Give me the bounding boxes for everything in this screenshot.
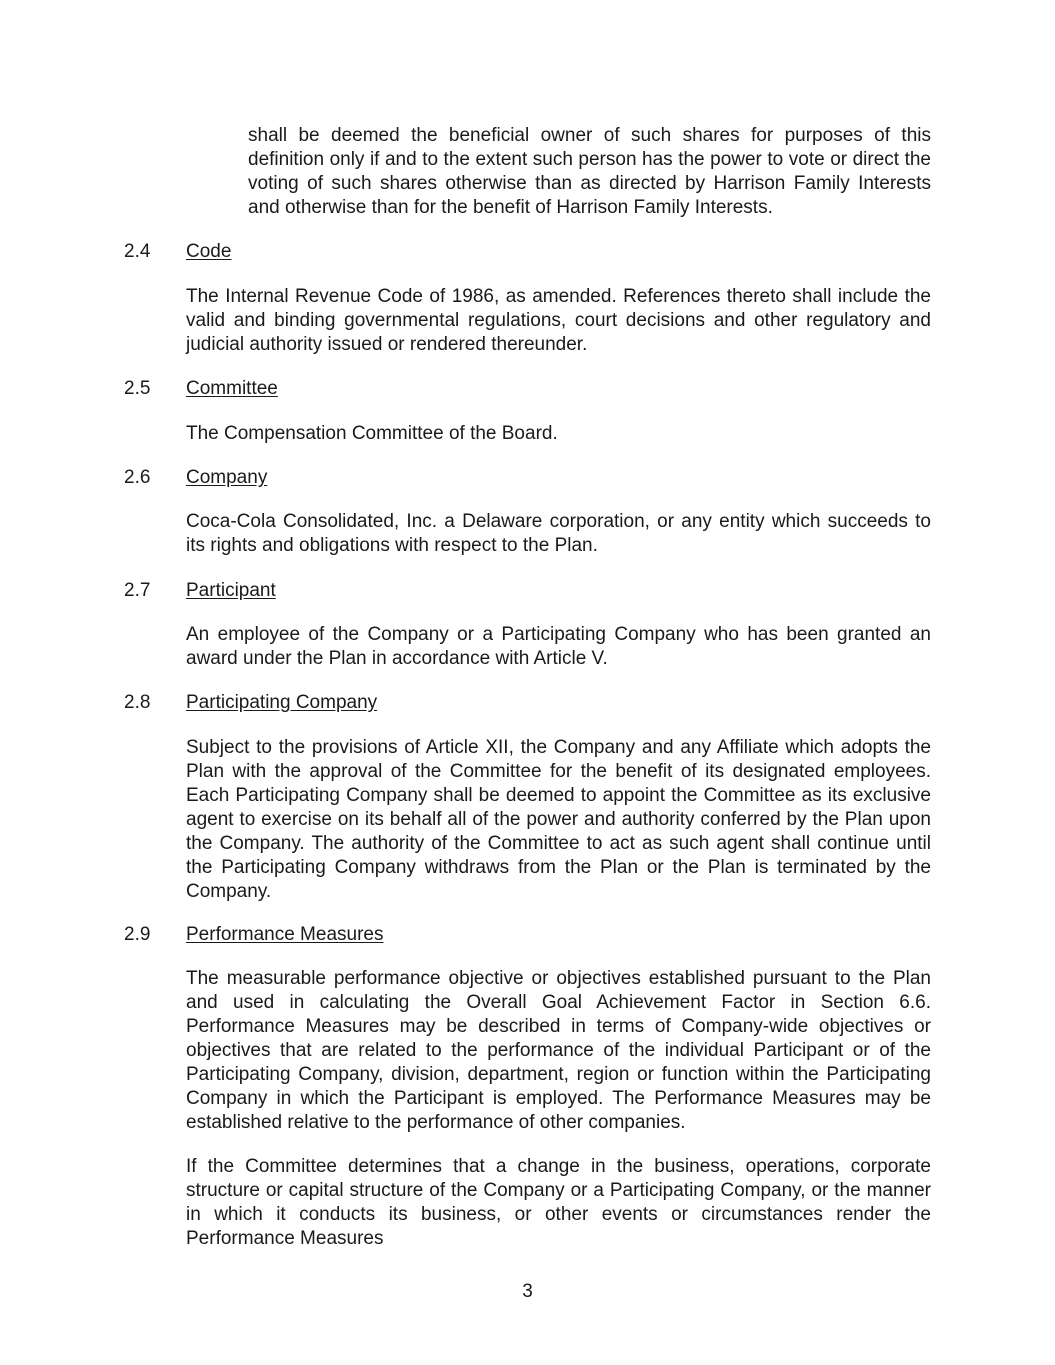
section-paragraph: The measurable performance objective or objectives established pursuant to the Plan and used in calculating the Overall Goal Achievement Factor in Section 6.6. Performance Measures may be described in terms of Company-wide objectives or objectives that are related to the performance of the individual Participant or of the Participating Company, division, department, region or function within the Participating Company in which the Participant is employed. The Performance Measures may be established relative to the performance of other companies.	[186, 968, 931, 1133]
page-number: 3	[522, 1281, 533, 1302]
section-number: 2.4	[124, 241, 151, 262]
section-paragraph: If the Committee determines that a change in the business, operations, corporate structure or capital structure of the Company or a Participating Company, or the manner in which it conducts its business, or other events or circumstances render the Performance Measures	[186, 1156, 931, 1249]
section-heading-participant: Participant	[186, 580, 276, 601]
section-paragraph: An employee of the Company or a Participating Company who has been granted an award under the Plan in accordance with Article V.	[186, 624, 931, 669]
section-number: 2.6	[124, 467, 151, 488]
continuation-paragraph: shall be deemed the beneficial owner of such shares for purposes of this definition only if and to the extent such person has the power to vote or direct the voting of such shares otherwise than as directed by Harrison Family Interests and otherwise than for the benefit of Harrison Family Interests.	[248, 125, 931, 218]
section-heading-performance-measures: Performance Measures	[186, 924, 384, 945]
section-paragraph: The Compensation Committee of the Board.	[186, 423, 558, 444]
section-paragraph: Coca-Cola Consolidated, Inc. a Delaware corporation, or any entity which succeeds to its rights and obligations with respect to the Plan.	[186, 511, 931, 556]
section-heading-code: Code	[186, 241, 232, 262]
section-heading-company: Company	[186, 467, 268, 488]
section-paragraph: The Internal Revenue Code of 1986, as amended. References thereto shall include the valid and binding governmental regulations, court decisions and other regulatory and judicial authority issued or rendered thereunder.	[186, 286, 931, 355]
section-number: 2.8	[124, 692, 151, 713]
section-number: 2.5	[124, 378, 151, 399]
section-heading-committee: Committee	[186, 378, 278, 399]
section-number: 2.9	[124, 924, 151, 945]
section-number: 2.7	[124, 580, 151, 601]
section-heading-participating-company: Participating Company	[186, 692, 378, 713]
section-paragraph: Subject to the provisions of Article XII, the Company and any Affiliate which adopts the Plan with the approval of the Committee for the benefit of its designated employees. Each Participating Company shall be deemed to appoint the Committee as its exclusive agent to exercise on its behalf all of the power and authority conferred by the Plan upon the Company. The authority of the Committee to act as such agent shall continue until the Participating Company withdraws from the Plan or the Plan is terminated by the Company.	[186, 737, 931, 902]
